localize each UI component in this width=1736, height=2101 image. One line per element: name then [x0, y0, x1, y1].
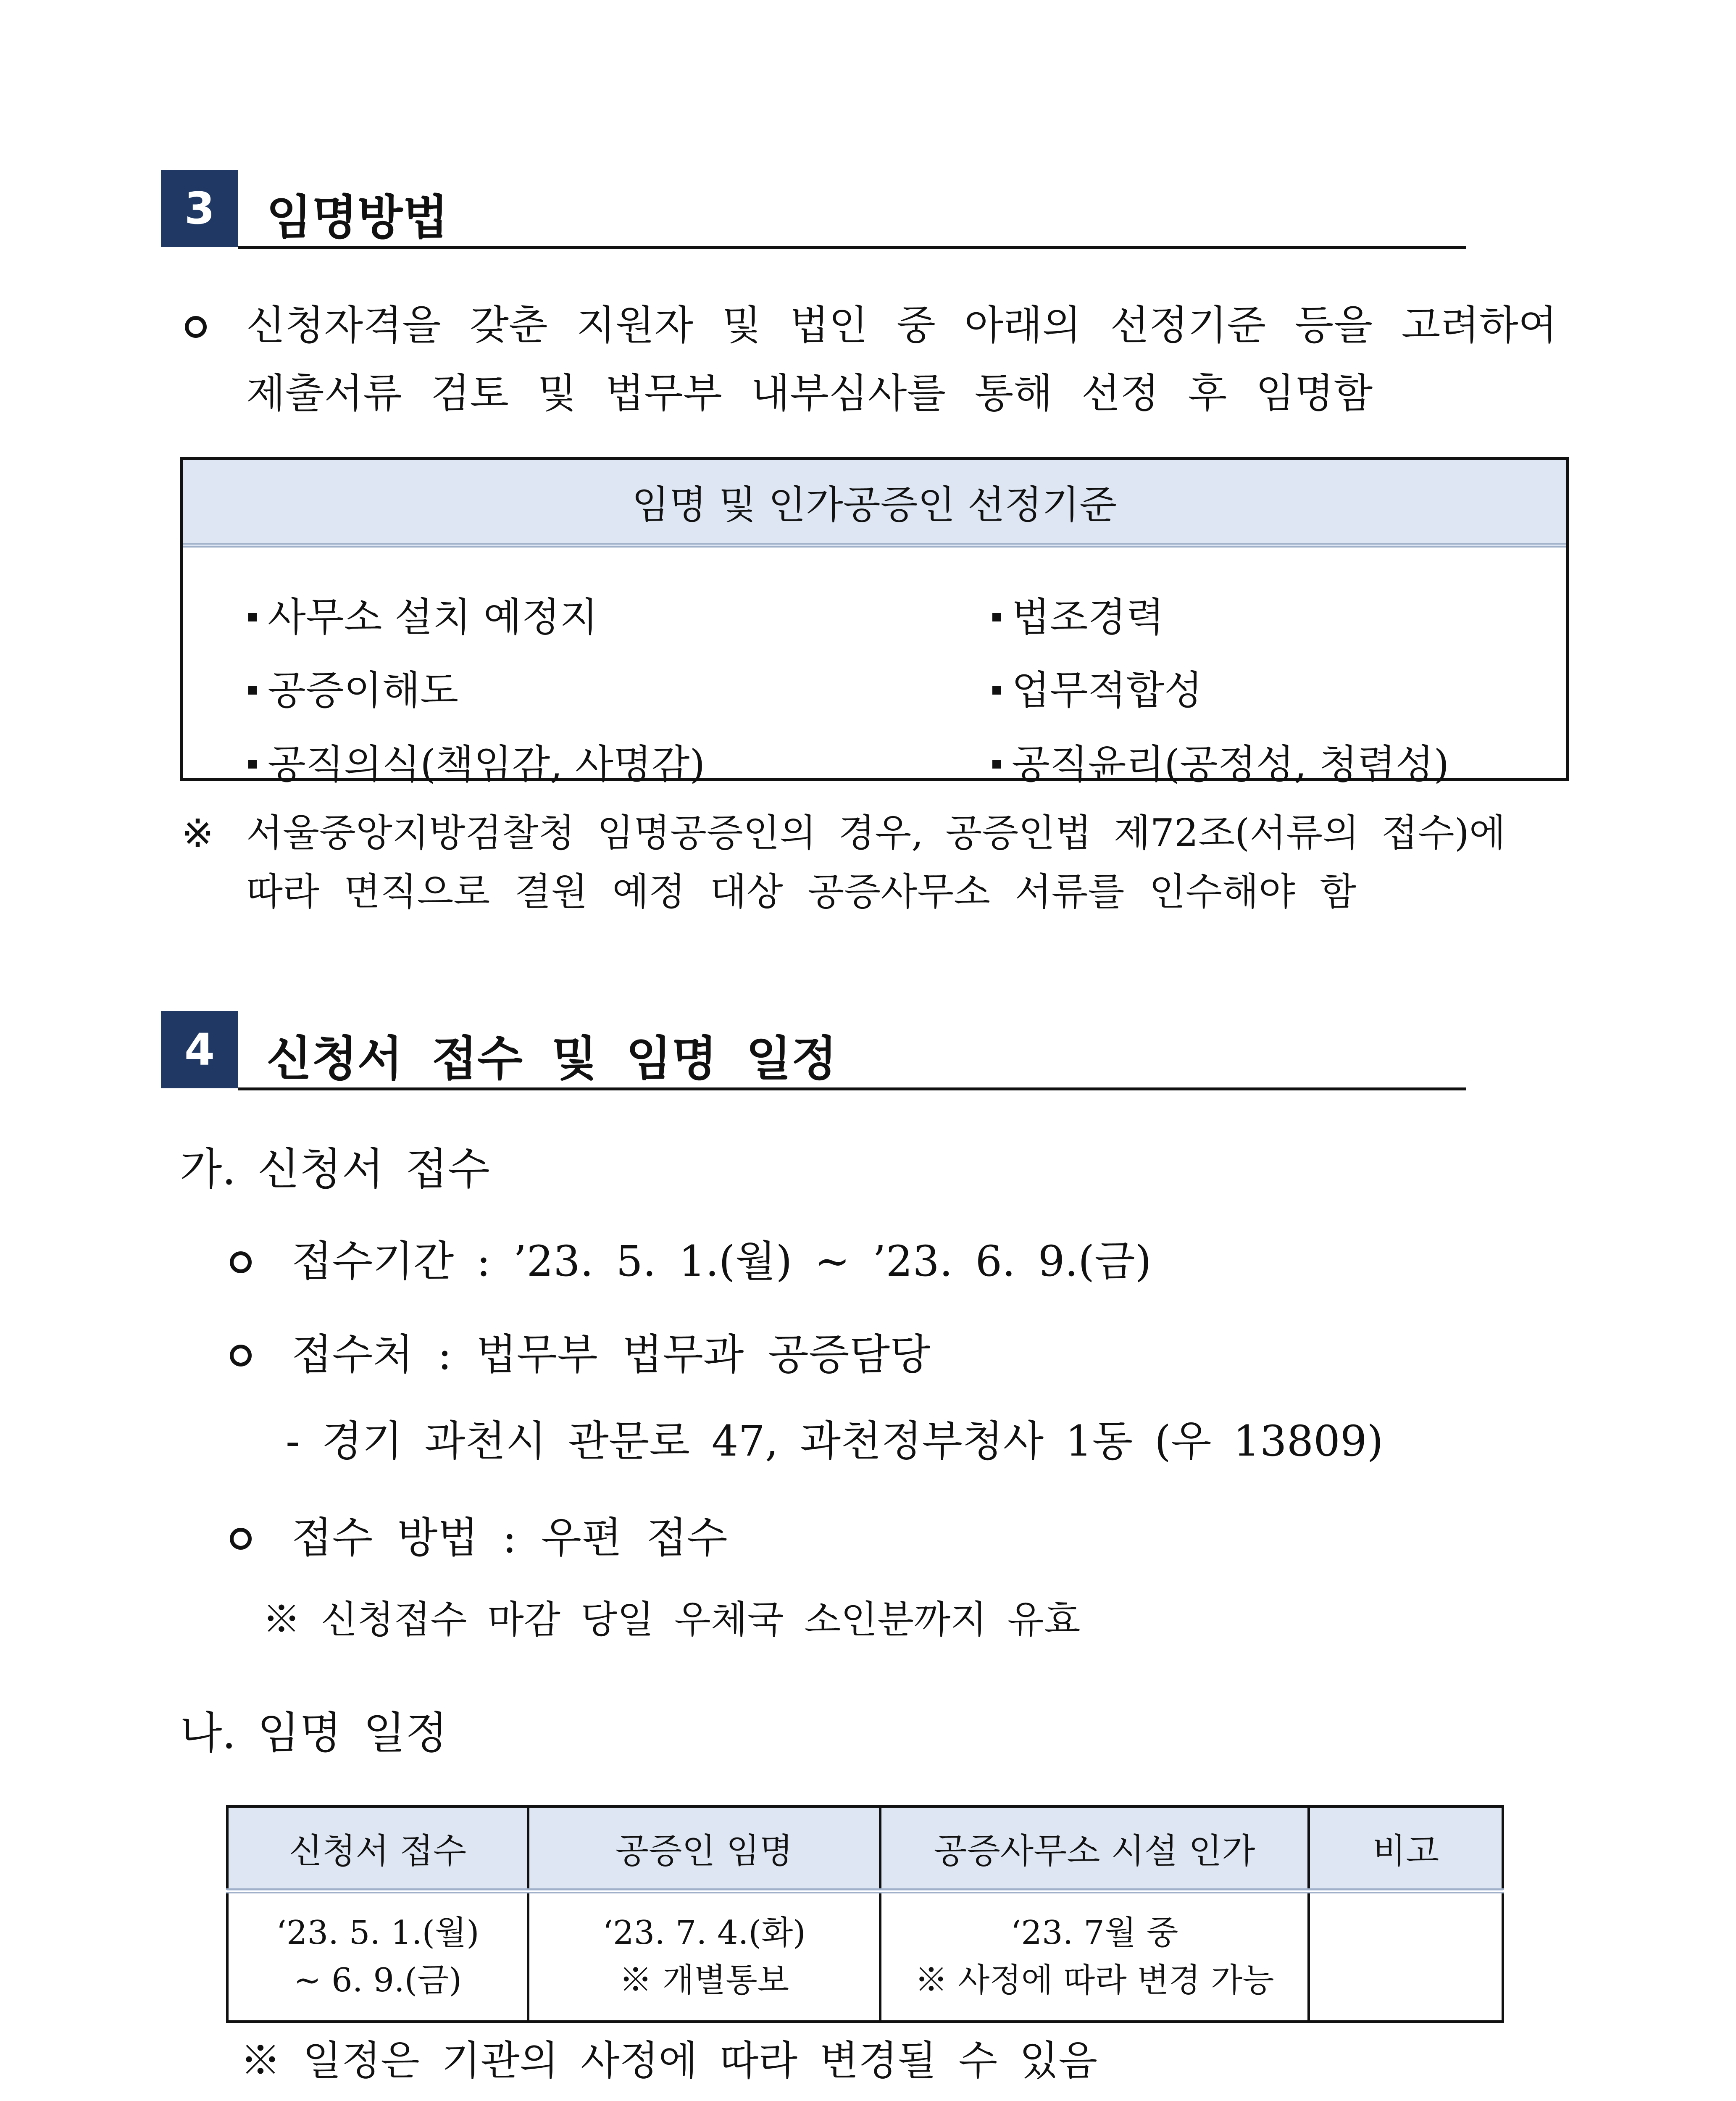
table-header-cell: 비고	[1309, 1806, 1503, 1891]
table-header-cell: 공증인 임명	[528, 1806, 880, 1891]
square-bullet-icon	[248, 686, 257, 695]
section-title: 임명방법	[266, 190, 448, 245]
schedule-footnote: ※ 일정은 기관의 사정에 따라 변경될 수 있음	[240, 2037, 1098, 2084]
criteria-box	[180, 457, 1569, 787]
subsection-heading: 나. 임명 일정	[180, 1707, 448, 1759]
circle-bullet-icon	[230, 1528, 252, 1550]
schedule-table	[226, 1805, 1504, 2023]
criteria-item: 업무적합성	[992, 658, 1202, 715]
paragraph-line: 제출서류 검토 및 법무부 내부심사를 통해 선정 후 임명함	[246, 370, 1373, 417]
section-number-badge: 4	[161, 1011, 238, 1088]
table-cell: ‘23. 7. 4.(화) ※ 개별통보	[528, 1891, 880, 2022]
table-row	[227, 1891, 1503, 2022]
note-line: 따라 면직으로 결원 예정 대상 공증사무소 서류를 인수해야 함	[246, 870, 1357, 914]
table-cell: ‘23. 7월 중 ※ 사정에 따라 변경 가능	[880, 1891, 1309, 2022]
subsection-heading: 가. 신청서 접수	[180, 1143, 490, 1195]
criteria-item: 공직의식(책임감, 사명감)	[248, 732, 705, 789]
note-mark: ※	[181, 811, 214, 856]
square-bullet-icon	[248, 760, 257, 769]
table-header-cell: 공증사무소 시설 인가	[880, 1806, 1309, 1891]
receipt-period: 접수기간 : ’23. 5. 1.(월) ~ ’23. 6. 9.(금)	[292, 1237, 1152, 1286]
paragraph-line: 신청자격을 갖춘 지원자 및 법인 중 아래의 선정기준 등을 고려하여	[246, 302, 1557, 349]
receipt-method-note: ※ 신청접수 마감 당일 우체국 소인분까지 유효	[263, 1598, 1081, 1642]
table-cell: ‘23. 5. 1.(월) ~ 6. 9.(금)	[227, 1891, 528, 2022]
circle-bullet-icon	[230, 1345, 252, 1366]
square-bullet-icon	[992, 760, 1001, 769]
square-bullet-icon	[992, 686, 1001, 695]
receipt-place: 접수처 : 법무부 법무과 공증담당	[292, 1330, 931, 1379]
table-cell	[1309, 1891, 1503, 2022]
receipt-method: 접수 방법 : 우편 접수	[292, 1513, 728, 1562]
section-divider	[238, 1087, 1466, 1090]
table-header-cell: 신청서 접수	[227, 1806, 528, 1891]
square-bullet-icon	[248, 613, 257, 621]
criteria-item: 공직윤리(공정성, 청렴성)	[992, 732, 1449, 789]
circle-bullet-icon	[185, 316, 207, 338]
criteria-item: 사무소 설치 예정지	[248, 585, 598, 642]
receipt-address: - 경기 과천시 관문로 47, 과천정부청사 1동 (우 13809)	[286, 1416, 1384, 1466]
section-title: 신청서 접수 및 임명 일정	[266, 1032, 837, 1086]
criteria-item: 법조경력	[992, 585, 1164, 642]
criteria-title: 임명 및 인가공증인 선정기준	[183, 460, 1566, 548]
circle-bullet-icon	[230, 1251, 252, 1273]
criteria-item: 공증이해도	[248, 658, 458, 715]
table-header-row	[227, 1806, 1503, 1891]
note-line: 서울중앙지방검찰청 임명공증인의 경우, 공증인법 제72조(서류의 접수)에	[246, 811, 1506, 855]
section-divider	[238, 246, 1466, 249]
section-number-badge: 3	[161, 170, 238, 247]
square-bullet-icon	[992, 613, 1001, 621]
